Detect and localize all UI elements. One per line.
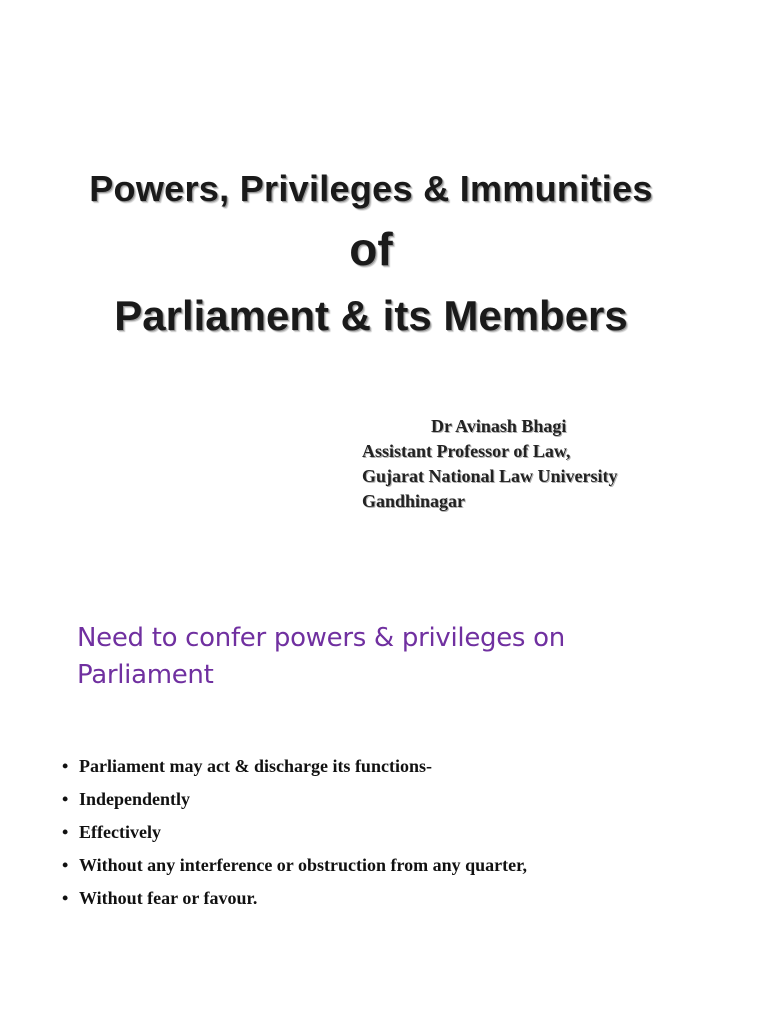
bullet-dot: • (62, 756, 69, 776)
author-block (362, 414, 618, 514)
bullet-dot: • (62, 855, 69, 875)
bullet-dot: • (62, 822, 69, 842)
bullet-dot: • (62, 789, 69, 809)
bullet-item (62, 818, 527, 851)
bullet-text: Independently (79, 789, 191, 809)
author-institution: Gujarat National Law University (362, 466, 618, 486)
bullet-text: Effectively (79, 822, 161, 842)
author-name: Dr Avinash Bhagi (431, 416, 567, 436)
bullet-list (62, 752, 527, 917)
bullet-item (62, 752, 527, 785)
author-position: Assistant Professor of Law, (362, 441, 571, 461)
title-line-3: Parliament & its Members (114, 292, 628, 339)
title-line-1: Powers, Privileges & Immunities (89, 168, 653, 209)
bullet-text: Without fear or favour. (79, 888, 258, 908)
bullet-item (62, 785, 527, 818)
bullet-item (62, 851, 527, 884)
author-city: Gandhinagar (362, 491, 466, 511)
bullet-item (62, 884, 527, 917)
section-heading: Need to confer powers & privileges on Parliament (77, 623, 565, 690)
bullet-text: Parliament may act & discharge its functions- (79, 756, 432, 776)
title-line-2: of (349, 223, 393, 275)
bullet-text: Without any interference or obstruction from any quarter, (79, 855, 527, 875)
bullet-dot: • (62, 888, 69, 908)
